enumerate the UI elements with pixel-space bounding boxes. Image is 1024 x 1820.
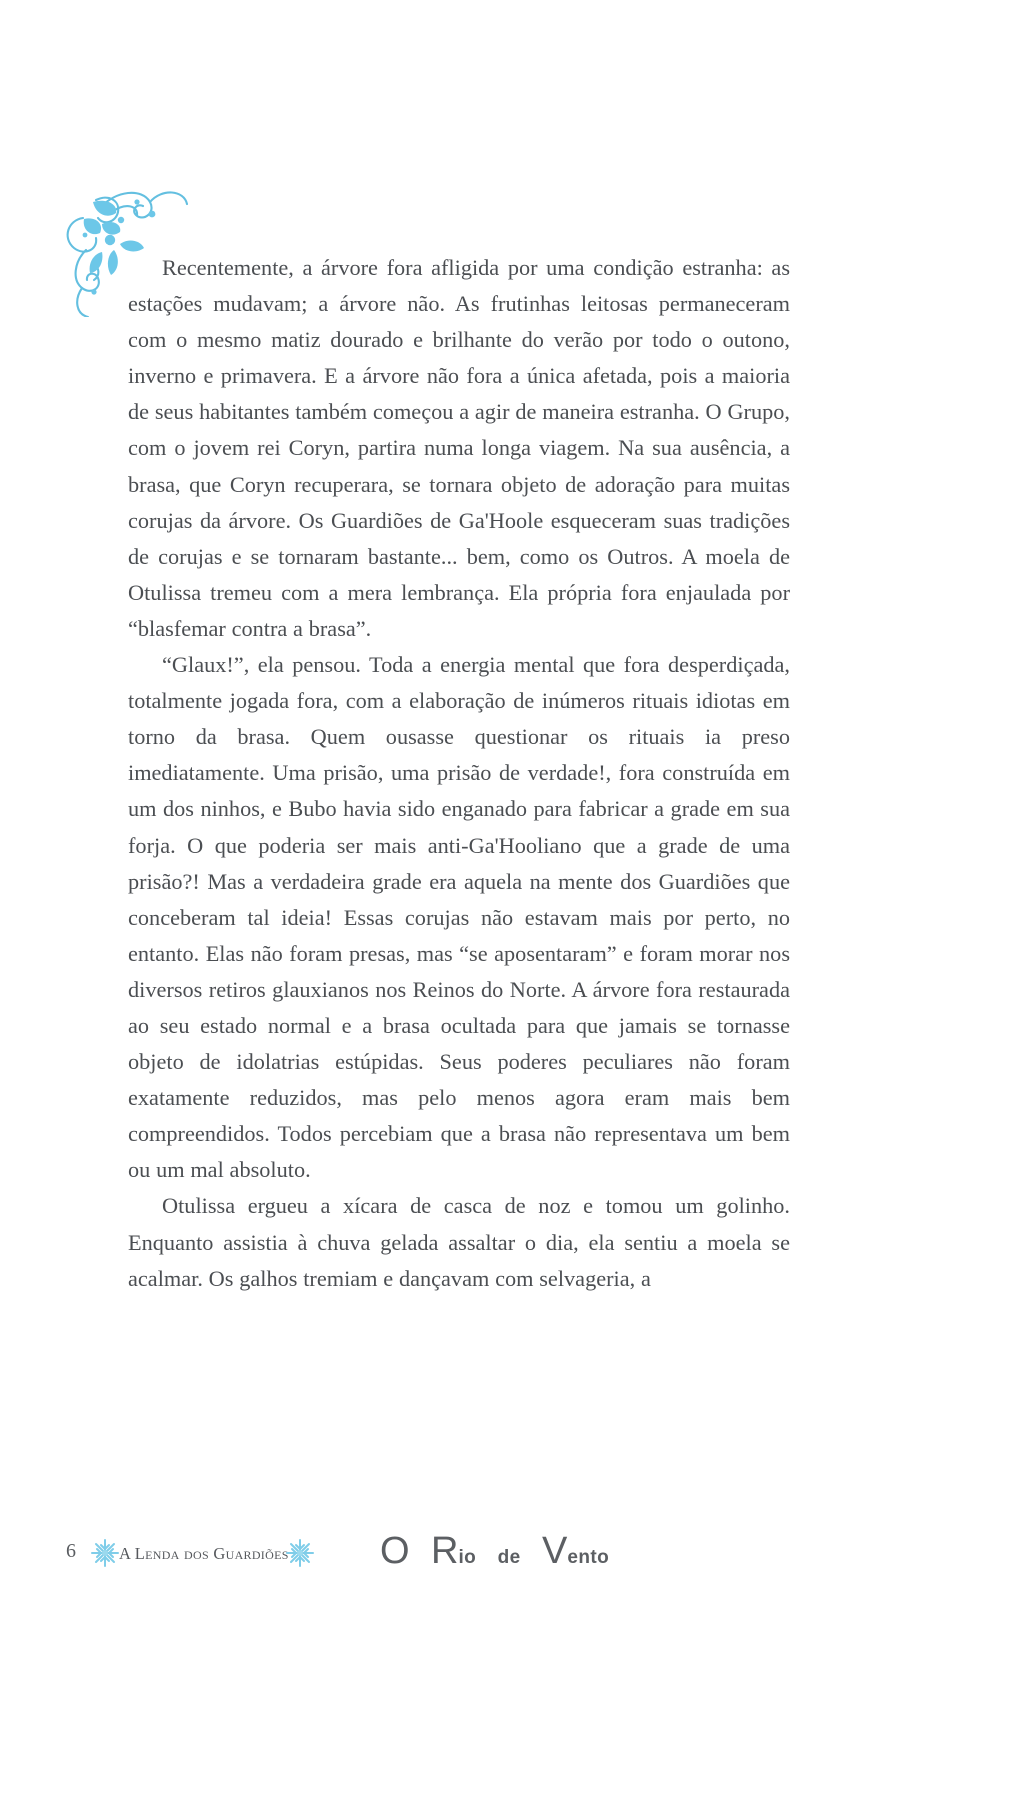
book-title-cap: R [431,1530,459,1572]
book-title-rest: ento [567,1547,610,1568]
book-title-cap: d [497,1547,510,1568]
snowflake-icon [88,1536,122,1570]
paragraph: Recentemente, a árvore fora afligida por uma condição estranha: as estações mudavam; a árvore não. As frutinhas leitosas permaneceram com o mesmo matiz dourado e brilhante do verão por todo o outono, inverno e primavera. E a árvore não fora a única afetada, pois a maioria de seus habitantes também começou a agir de maneira estranha. O Grupo, com o jovem rei Coryn, partira numa longa viagem. Na sua ausência, a brasa, que Coryn recuperara, se tornara objeto de adoração para muitas corujas da árvore. Os Guardiões de Ga'Hoole esqueceram suas tradições de corujas e se tornaram bastante... bem, como os Outros. A moela de Otulissa tremeu com a mera lembrança. Ela própria fora enjaulada por “blasfemar contra a brasa”. [128,255,790,641]
book-title [380,1530,609,1573]
paragraph: Otulissa ergueu a xícara de casca de noz e tomou um golinho. Enquanto assistia à chuva gelada assaltar o dia, ela sentiu a moela se acalmar. Os galhos tremiam e dançavam com selvageria, a [128,1193,790,1291]
book-title-word [542,1530,609,1573]
book-title-cap: V [542,1530,568,1572]
book-title-rest: io [458,1547,477,1568]
book-title-cap: O [380,1530,410,1572]
book-title-word [431,1530,476,1573]
series-title: A Lenda dos Guardiões [119,1544,289,1563]
book-title-word [380,1530,410,1573]
snowflake-icon [283,1536,317,1570]
paragraph: “Glaux!”, ela pensou. Toda a energia mental que fora desperdiçada, totalmente jogada fora, com a elaboração de inúmeros rituais idiotas em torno da brasa. Quem ousasse questionar os rituais ia preso imediatamente. Uma prisão, uma prisão de verdade!, fora construída em um dos ninhos, e Bubo havia sido enganado para fabricar a grade em sua forja. O que poderia ser mais anti-Ga'Hooliano que a grade de uma prisão?! Mas a verdadeira grade era aquela na mente dos Guardiões que conceberam tal ideia! Essas corujas não estavam mais por perto, no entanto. Elas não foram presas, mas “se aposentaram” e foram morar nos diversos retiros glauxianos nos Reinos do Norte. A árvore fora restaurada ao seu estado normal e a brasa ocultada para que jamais se tornasse objeto de idolatrias estúpidas. Seus poderes peculiares não foram exatamente reduzidos, mas pelo menos agora eram mais bem compreendidos. Todos percebiam que a brasa não representava um bem ou um mal absoluto. [128,652,790,1183]
body-text-column [128,250,790,1297]
book-title-rest: e [509,1547,521,1568]
page-footer [0,1528,1024,1584]
page-number: 6 [66,1540,76,1562]
book-title-word [498,1547,521,1569]
